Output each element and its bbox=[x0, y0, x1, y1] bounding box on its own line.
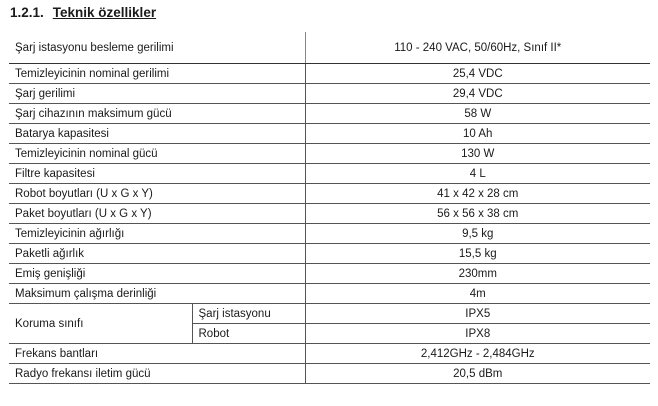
section-title: Teknik özellikler bbox=[52, 5, 157, 20]
spec-row bbox=[9, 364, 650, 384]
spec-value: 230mm bbox=[305, 264, 650, 284]
spec-row bbox=[9, 204, 650, 224]
spec-value: 110 - 240 VAC, 50/60Hz, Sınıf II* bbox=[305, 32, 650, 64]
spec-value: 9,5 kg bbox=[305, 224, 650, 244]
spec-row bbox=[9, 184, 650, 204]
spec-value: 4m bbox=[305, 284, 650, 304]
spec-value: 10 Ah bbox=[305, 124, 650, 144]
spec-row bbox=[9, 224, 650, 244]
spec-row-protection bbox=[9, 304, 650, 324]
spec-row bbox=[9, 124, 650, 144]
spec-value: 20,5 dBm bbox=[305, 364, 650, 384]
spec-value: 130 W bbox=[305, 144, 650, 164]
spec-value: 15,5 kg bbox=[305, 244, 650, 264]
spec-value: 2,412GHz - 2,484GHz bbox=[305, 344, 650, 364]
spec-row bbox=[9, 344, 650, 364]
spec-label: Radyo frekansı iletim gücü bbox=[9, 364, 305, 384]
spec-label: Emiş genişliği bbox=[9, 264, 305, 284]
spec-value: 41 x 42 x 28 cm bbox=[305, 184, 650, 204]
spec-label: Maksimum çalışma derinliği bbox=[9, 284, 305, 304]
spec-label: Paket boyutları (U x G x Y) bbox=[9, 204, 305, 224]
spec-label: Temizleyicinin nominal gücü bbox=[9, 144, 305, 164]
spec-value: 4 L bbox=[305, 164, 650, 184]
spec-label: Batarya kapasitesi bbox=[9, 124, 305, 144]
spec-row bbox=[9, 264, 650, 284]
spec-row bbox=[9, 164, 650, 184]
spec-row bbox=[9, 284, 650, 304]
spec-sublabel: Robot bbox=[192, 324, 305, 344]
spec-value: 58 W bbox=[305, 104, 650, 124]
spec-label: Koruma sınıfı bbox=[9, 304, 192, 344]
spec-label: Şarj gerilimi bbox=[9, 84, 305, 104]
spec-row bbox=[9, 64, 650, 84]
section-number: 1.2.1. bbox=[10, 5, 44, 20]
spec-label: Temizleyicinin ağırlığı bbox=[9, 224, 305, 244]
spec-row bbox=[9, 244, 650, 264]
spec-value: IPX8 bbox=[305, 324, 650, 344]
spec-table bbox=[9, 32, 650, 384]
spec-label: Temizleyicinin nominal gerilimi bbox=[9, 64, 305, 84]
spec-value: IPX5 bbox=[305, 304, 650, 324]
spec-row bbox=[9, 104, 650, 124]
spec-row bbox=[9, 32, 650, 64]
spec-row bbox=[9, 144, 650, 164]
spec-label: Şarj cihazının maksimum gücü bbox=[9, 104, 305, 124]
spec-value: 25,4 VDC bbox=[305, 64, 650, 84]
spec-label: Şarj istasyonu besleme gerilimi bbox=[9, 32, 305, 64]
spec-label: Paketli ağırlık bbox=[9, 244, 305, 264]
spec-label: Filtre kapasitesi bbox=[9, 164, 305, 184]
spec-row bbox=[9, 84, 650, 104]
spec-sublabel: Şarj istasyonu bbox=[192, 304, 305, 324]
spec-value: 29,4 VDC bbox=[305, 84, 650, 104]
spec-label: Robot boyutları (U x G x Y) bbox=[9, 184, 305, 204]
spec-value: 56 x 56 x 38 cm bbox=[305, 204, 650, 224]
section-heading bbox=[10, 5, 156, 20]
spec-label: Frekans bantları bbox=[9, 344, 305, 364]
